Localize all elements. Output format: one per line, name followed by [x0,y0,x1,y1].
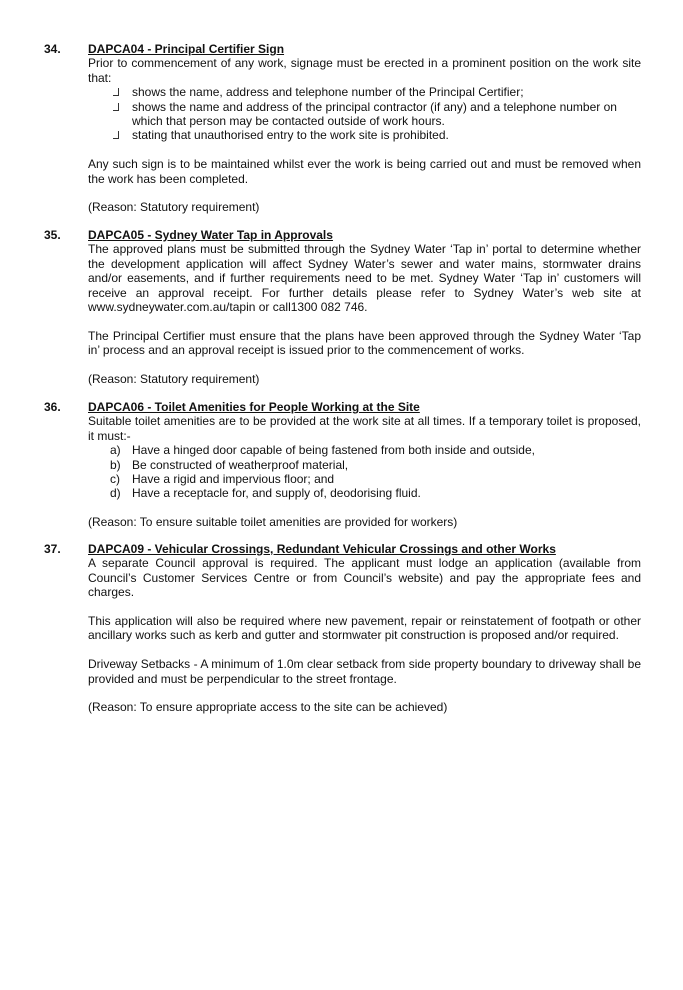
condition-number: 36. [44,400,61,414]
condition-number: 37. [44,542,61,556]
condition-paragraph: A separate Council approval is required. The applicant must lodge an application (available from Council’s Customer Services Centre or from Council’s website) and pay the appropriate fees and charges. [88,556,641,600]
list-item-text: Have a hinged door capable of being fastened from both inside and outside, [132,443,535,458]
condition-body [88,42,641,215]
list-marker: b) [110,457,121,472]
list-item-text: stating that unauthorised entry to the work site is prohibited. [132,128,449,143]
list-item [88,128,641,142]
condition-intro: Prior to commencement of any work, signage must be erected in a prominent position on the work site that: [88,56,641,85]
condition-reason: (Reason: Statutory requirement) [88,372,260,387]
list-marker: a) [110,443,121,458]
list-item [88,443,641,457]
list-marker: c) [110,472,120,487]
list-item-text: Have a receptacle for, and supply of, deodorising fluid. [132,486,421,501]
condition-title: DAPCA09 - Vehicular Crossings, Redundant Vehicular Crossings and other Works [88,542,556,556]
condition-number: 35. [44,228,61,242]
condition-intro: Suitable toilet amenities are to be provided at the work site at all times. If a temporary toilet is proposed, it must:- [88,414,641,443]
list-item-text: shows the name, address and telephone number of the Principal Certifier; [132,85,524,100]
list-item [88,472,641,486]
condition-paragraph: This application will also be required where new pavement, repair or reinstatement of footpath or other ancillary works such as kerb and gutter and stormwater pit construction is proposed and/or required. [88,614,641,643]
list-item-text: shows the name and address of the principal contractor (if any) and a telephone number on which that person may be contacted outside of work hours. [132,99,617,129]
condition-paragraph: Any such sign is to be maintained whilst ever the work is being carried out and must be removed when the work has been completed. [88,157,641,186]
condition-title: DAPCA04 - Principal Certifier Sign [88,42,285,56]
list-item [88,100,641,129]
condition-title: DAPCA06 - Toilet Amenities for People Working at the Site [88,400,420,414]
bullet-icon [113,103,119,111]
list-marker: d) [110,486,121,501]
condition-body [88,542,641,715]
list-item [88,486,641,500]
condition-reason: (Reason: To ensure appropriate access to the site can be achieved) [88,700,448,715]
condition-reason: (Reason: To ensure suitable toilet amenities are provided for workers) [88,515,458,530]
sign-requirements-list [88,85,641,143]
condition-body [88,400,641,530]
condition-paragraph: The Principal Certifier must ensure that the plans have been approved through the Sydney Water ‘Tap in’ process and an approval receipt is issued prior to the commencement of works. [88,328,641,358]
condition-reason: (Reason: Statutory requirement) [88,200,260,215]
condition-paragraph: Driveway Setbacks - A minimum of 1.0m clear setback from side property boundary to driveway shall be provided and must be perpendicular to the street frontage. [88,657,641,686]
toilet-requirements-list [88,443,641,501]
condition-body [88,228,641,386]
list-item [88,85,641,99]
bullet-icon [113,88,119,96]
bullet-icon [113,131,119,139]
list-item [88,458,641,472]
list-item-text: Be constructed of weatherproof material, [132,457,349,472]
condition-paragraph: The approved plans must be submitted through the Sydney Water ‘Tap in’ portal to determine whether the development application will affect Sydney Water’s sewer and water mains, stormwater drains and/or easements, and if further requirements need to be met. Sydney Water ‘Tap in’ customers will receive an approval receipt. For further details please refer to Sydney Water’s web site at www.sydneywater.com.au/tapin or call1300 082 746. [88,242,641,315]
condition-number: 34. [44,42,61,56]
list-item-text: Have a rigid and impervious floor; and [132,472,335,487]
condition-title: DAPCA05 - Sydney Water Tap in Approvals [88,228,333,242]
